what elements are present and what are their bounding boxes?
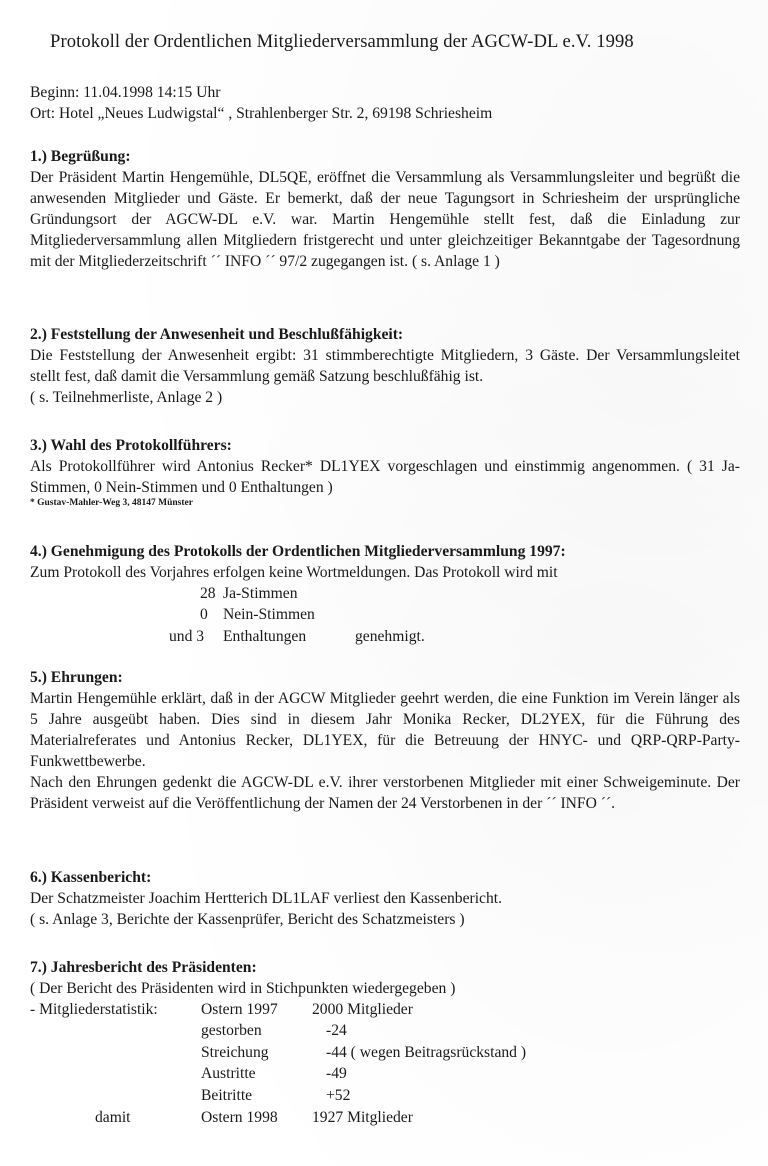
statistics-item: Streichung [201, 1044, 269, 1061]
section-body: Der Präsident Martin Hengemühle, DL5QE, eröffnet die Versammlung als Versammlungsleiter und begrüßt die anwesenden Mitglieder und Gäste. Er bemerkt, daß der neue Tagungsort in Schriesheim der ursprüngliche Gründungsort der AGCW-DL e.V. war. Martin Hengemühle stellt fest, daß die Einladung zur Mitgliederversammlung allen Mitgliedern fristgerecht und unter gleichzeitiger Bekanntgabe der Tagesordnung mit der Mitgliederzeitschrift ´´ INFO ´´ 97/2 zugegangen ist. ( s. Anlage 1 ) [30, 169, 740, 270]
section-heading: 7.) Jahresbericht des Präsidenten: [30, 959, 257, 976]
meeting-info [30, 82, 492, 124]
section-genehmigung [30, 541, 740, 649]
section-heading: 3.) Wahl des Protokollführers: [30, 437, 232, 454]
vote-yes-count: 28 [200, 585, 216, 602]
vote-result: genehmigt. [355, 628, 425, 645]
section-body: Martin Hengemühle erklärt, daß in der AGCW Mitglieder geehrt werden, die eine Funktion im Verein länger als 5 Jahre ausgeübt haben. Dies sind in diesem Jahr Monika Recker, DL2YEX, für die Führung des Materialreferates und Antonius Recker, DL1YEX, für die Betreuung der HNYC- und QRP-QRP-Party-Funkwettbewerbe. [30, 690, 740, 770]
statistics-lead: damit [95, 1109, 131, 1126]
section-begruessung [30, 146, 740, 272]
vote-no-label: Nein-Stimmen [223, 606, 315, 623]
section-ehrungen [30, 667, 740, 814]
section-heading: 2.) Feststellung der Anwesenheit und Beschlußfähigkeit: [30, 326, 404, 343]
vote-abstain-count: und 3 [169, 628, 205, 645]
section-anwesenheit [30, 324, 740, 408]
section-body: Nach den Ehrungen gedenkt die AGCW-DL e.V. ihrer verstorbenen Mitglieder mit einer Schweigeminute. Der Präsident verweist auf die Veröffentlichung der Namen der 24 Verstorbenen in der ´´ INFO ´´. [30, 774, 740, 812]
vote-no-count: 0 [200, 606, 208, 623]
statistics-value: +52 [326, 1087, 351, 1104]
meeting-location: Ort: Hotel „Neues Ludwigstal“ , Strahlenberger Str. 2, 69198 Schriesheim [30, 105, 493, 122]
section-heading: 6.) Kassenbericht: [30, 869, 152, 886]
section-body: Als Protokollführer wird Antonius Recker* DL1YEX vorgeschlagen und einstimmig angenommen. ( 31 Ja-Stimmen, 0 Nein-Stimmen und 0 Enthaltungen ) [30, 458, 740, 496]
statistics-item: Beitritte [201, 1087, 253, 1104]
statistics-label: - Mitgliederstatistik: [30, 1001, 158, 1018]
section-note: ( s. Teilnehmerliste, Anlage 2 ) [30, 389, 223, 406]
vote-abstain-label: Enthaltungen [223, 628, 307, 645]
statistics-item: Austritte [201, 1065, 256, 1082]
statistics-item: Ostern 1998 [201, 1109, 278, 1126]
section-body: Die Feststellung der Anwesenheit ergibt: 31 stimmberechtigte Mitgliedern, 3 Gäste. Der Versammlungsleitet stellt fest, daß damit die Versammlung gemäß Satzung beschlußfähig ist. [30, 347, 740, 385]
meeting-start: Beginn: 11.04.1998 14:15 Uhr [30, 84, 221, 101]
vote-table [30, 583, 740, 649]
section-body: Zum Protokoll des Vorjahres erfolgen keine Wortmeldungen. Das Protokoll wird mit [30, 564, 558, 581]
statistics-value: 1927 Mitglieder [312, 1109, 413, 1126]
section-jahresbericht [30, 957, 740, 1144]
statistics-value: -44 ( wegen Beitragsrückstand ) [326, 1044, 527, 1061]
section-heading: 5.) Ehrungen: [30, 669, 123, 686]
statistics-value: 2000 Mitglieder [312, 1001, 413, 1018]
section-note: ( s. Anlage 3, Berichte der Kassenprüfer, Bericht des Schatzmeisters ) [30, 911, 465, 928]
vote-yes-label: Ja-Stimmen [223, 585, 298, 602]
section-body: Der Schatzmeister Joachim Hertterich DL1LAF verliest den Kassenbericht. [30, 890, 502, 907]
document-title: Protokoll der Ordentlichen Mitgliederversammlung der AGCW-DL e.V. 1998 [50, 31, 634, 52]
section-heading: 1.) Begrüßung: [30, 148, 131, 165]
statistics-item: Ostern 1997 [201, 1001, 278, 1018]
section-kassenbericht [30, 867, 740, 930]
member-statistics [30, 999, 740, 1144]
statistics-item: gestorben [201, 1022, 262, 1039]
section-intro: ( Der Bericht des Präsidenten wird in Stichpunkten wiedergegeben ) [30, 980, 456, 997]
footnote: * Gustav-Mahler-Weg 3, 48147 Münster [30, 498, 193, 508]
statistics-value: -24 [326, 1022, 347, 1039]
section-protokollfuehrer [30, 435, 740, 509]
statistics-value: -49 [326, 1065, 347, 1082]
section-heading: 4.) Genehmigung des Protokolls der Ordentlichen Mitgliederversammlung 1997: [30, 543, 566, 560]
